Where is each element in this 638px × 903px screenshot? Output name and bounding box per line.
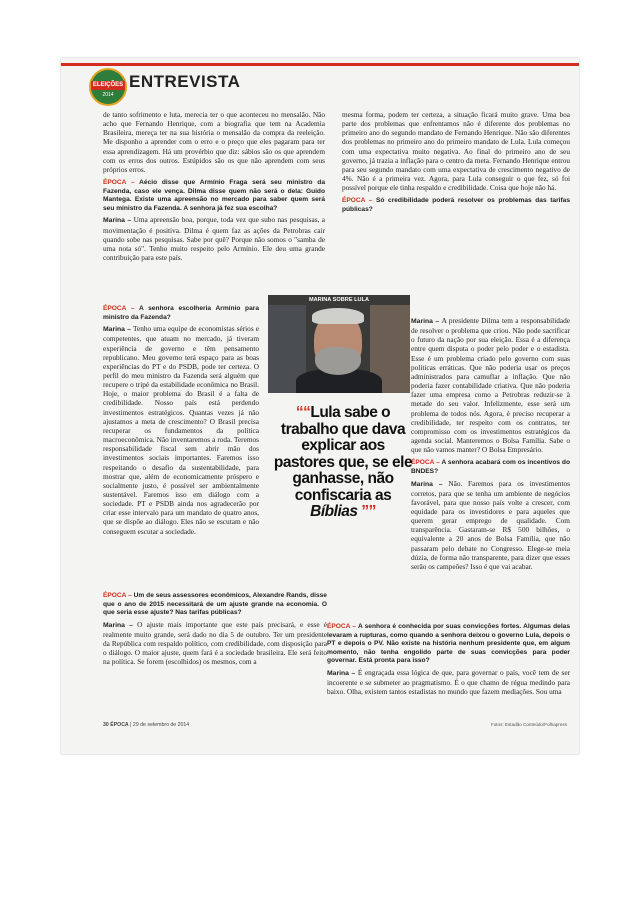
question	[327, 623, 570, 666]
speaker: Marina –	[327, 669, 358, 677]
answer	[327, 668, 570, 696]
answer-text: Não. Faremos para os investimentos corretos, para que se tenha um ambiente de negócios favorável, para que nosso país volte a crescer, com equidade para os investidores e para aqueles que querem gerar emprego de qualidade. Com transparência. Gastaram-se R$ 500 bilhões, o equivalente a 20 anos de Bolsa Família, que não passaram pelo debate no Congresso. Elege-se meia dúzia, de forma não transparente, para dizer que esses serão os campeões? Isso é que vai acabar.	[411, 478, 570, 571]
question-tag: ÉPOCA –	[327, 623, 358, 630]
question	[411, 459, 570, 476]
pull-quote-text: Lula sabe o trabalho que dava explicar aos pastores que, se ele ganhasse, não confiscaria as	[273, 404, 413, 504]
photo-credit: Fotos: Estadão Conteúdo/Folhapress	[490, 722, 567, 727]
page-number: 30	[103, 722, 109, 728]
column-1-bottom	[103, 587, 327, 669]
question-tag: ÉPOCA –	[103, 179, 140, 187]
header-bar	[61, 63, 579, 66]
pull-quote-italic: Bíblias	[310, 503, 358, 520]
answer-text: O ajuste mais importante que este país precisará, e esse é realmente muito grande, será dado no dia 5 de outubro. Ter um presidente da República com respaldo político, com credibilidade, com disposição para o diálogo. O maior ajuste, quem fará é a sociedade brasileira. Ele será feito na política. Se forem (escolhidos) os mesmos, com a	[103, 619, 327, 667]
answer	[411, 316, 570, 454]
magazine-page	[61, 58, 579, 754]
question	[103, 305, 259, 322]
speaker: Marina –	[103, 326, 134, 334]
magazine-name: ÉPOCA	[110, 722, 129, 728]
paragraph: de tanto sofrimento e luta, merecia ter o que aconteceu no mensalão. Não acho que Fernando Henrique, com a biografia que tem na Academia Brasileira, mereça ter na sua história o mensalão da compra da reeleição. Me disponho a aprender com o erro e o preço que eles pagaram para ter essa aprendizagem. Há um provérbio que diz: sábios são os que aprendem com os erros dos outros. Estúpidos são os que não aprendem com seus próprios erros.	[103, 110, 325, 174]
question-tag: ÉPOCA –	[103, 305, 139, 312]
question-text: Aécio disse que Armínio Fraga será seu ministro da Fazenda, caso ele vença. Dilma disse quem não será o dela: Guido Mantega. Existe uma apreensão no mercado para saber quem será seu ministro da Fazenda. A senhora já fez sua escolha?	[103, 179, 325, 212]
page-footer	[103, 722, 189, 728]
question-text: A senhora é conhecida por suas convicções fortes. Algumas delas levaram a rupturas, como quando a senhora deixou o governo Lula, depois o PT e depois o PV. Não existe na história nenhum presidente que, em algum momento, não tenha engolido parte de suas convicções para poder governar. Está pronta para isso?	[327, 623, 570, 665]
answer-text: Uma apreensão boa, porque, toda vez que subo nas pesquisas, a movimentação é positiva. Dilma é quem faz as ações da Petrobras cair quando sobe nas pesquisas. Sabe por quê? Porque não somos o "samba de uma nota só". Tenho muito respeito pelo Armínio. Ele deu uma grande contribuição para este país.	[103, 215, 326, 263]
speaker: Marina –	[411, 318, 442, 325]
answer	[103, 324, 259, 536]
pull-quote	[273, 405, 413, 521]
column-2-middle	[411, 316, 570, 573]
question-text: Só credibilidade poderá resolver os problemas das tarifas públicas?	[342, 197, 570, 213]
question-text: Um de seus assessores econômicos, Alexandre Rands, disse que o ano de 2015 necessitará de um ajuste grande na economia. O que seria esse ajuste? Nas tarifas públicas?	[103, 592, 327, 617]
column-1-middle	[103, 300, 259, 538]
question-tag: ÉPOCA –	[342, 197, 377, 205]
speaker: Marina –	[411, 480, 449, 488]
issue-date: | 29 de setembro de 2014	[130, 722, 190, 728]
photo-hair	[312, 308, 364, 324]
column-1-top	[103, 110, 325, 264]
answer-text: É engraçada essa lógica de que, para governar o país, você tem de ser incoerente e se submeter ao pragmatismo. É o que chamo de régua medindo para baixo. Olha, existem tantos estadistas no mundo que fazem mediações. Sou uma	[327, 667, 570, 697]
column-2-bottom	[327, 618, 570, 698]
logo-line2: 2014	[102, 92, 114, 98]
portrait-photo	[268, 295, 410, 393]
question-text: A senhora acabará com os incentivos do BNDES?	[411, 459, 570, 475]
question	[103, 179, 325, 213]
answer-text: Tenho uma equipe de economistas sérios e competentes, que atuam no mercado, já tiveram experiência de governo e têm pensamento republicano. Meu governo terá espaço para as boas experiências do PT e do PSDB, pode ter certeza. O perfil do meu ministro da Fazenda será alguém que recupere o tripé da estabilidade econômica no Brasil. Hoje, o maior problema do Brasil é a falta de credibilidade. Nosso país está perdendo investimentos estratégicos. Quantas vezes já não ajustamos a meta de crescimento? O Brasil precisa recuperar os fundamentos da política macroeconômica. Não inventaremos a roda. Teremos responsabilidade fiscal sem abrir mão dos investimentos sociais importantes. Faremos isso respeitando o desafio da sustentabilidade, para mostrar que, além de economicamente próspero e socialmente justo, é possível ser ambientalmente sustentável. Faremos isso em diálogo com a sociedade. PT e PSDB ainda nos agradecerão por criar esse intervalo para um mandato de quatro anos, que se dispõe ao diálogo. Eles não se escutam e não conseguem escutar a sociedade.	[103, 324, 260, 536]
answer	[103, 215, 325, 262]
question	[103, 592, 327, 618]
quote-close-mark: ””	[361, 503, 376, 520]
speaker: Marina –	[103, 217, 134, 225]
elections-logo	[89, 68, 127, 106]
answer-text: A presidente Dilma tem a responsabilidade de resolver o problema que criou. Não pode sacrificar o futuro da nação por sua eleição. Essa é a diferença entre quem disputa o poder pelo poder e o estadista. Esse é um problema criado pelo governo com suas políticas erráticas. Que não poderia usar os preços administrados para camuflar a inflação. Que não poderia fazer contabilidade criativa. Que não poderia fazer uma empresa como a Petrobras reduzir-se à metade do seu valor. Infelizmente, esse será um problema de todos nós. Agora, é preciso recuperar a credibilidade, ter respeito com os contratos, ter compromisso com os investimentos estratégicos da agenda social. Manteremos o Bolsa Família. Sabe o que não vamos manter? O Bolsa Empresário.	[411, 316, 570, 455]
quote-open-mark: ““	[295, 404, 311, 421]
column-2-top	[342, 110, 570, 217]
question	[342, 197, 570, 214]
answer	[103, 620, 327, 667]
section-title: ENTREVISTA	[129, 72, 241, 91]
question-text: A senhora escolheria Armínio para ministro da Fazenda?	[103, 305, 259, 321]
photo-beard	[315, 347, 361, 375]
question-tag: ÉPOCA –	[103, 592, 134, 599]
question-tag: ÉPOCA –	[411, 459, 442, 467]
photo-caption: MARINA SOBRE LULA	[308, 297, 370, 303]
answer	[411, 479, 570, 572]
logo-line1: ELEIÇÕES	[92, 82, 124, 88]
paragraph: mesma forma, podem ter certeza, a situação ficará muito grave. Uma boa parte dos problemas que enfrentamos não é diferente dos problemas no primeiro ano do segundo mandato de Fernando Henrique. Não são diferentes dos problemas no primeiro ano do primeiro mandato de Lula. Lula começou com uma expectativa muito negativa. Ao final do primeiro ano de seu governo, já trazia a inflação para o centro da meta. Fernando Henrique entrou para seu segundo mandato com uma expectativa de crescimento negativo de 4%. Não é a primeira vez. Agora, para Lula conseguir o que fez, só foi possível porque ele tinha respaldo e credibilidade. Coisa que hoje não há.	[342, 110, 570, 193]
speaker: Marina –	[103, 621, 138, 629]
